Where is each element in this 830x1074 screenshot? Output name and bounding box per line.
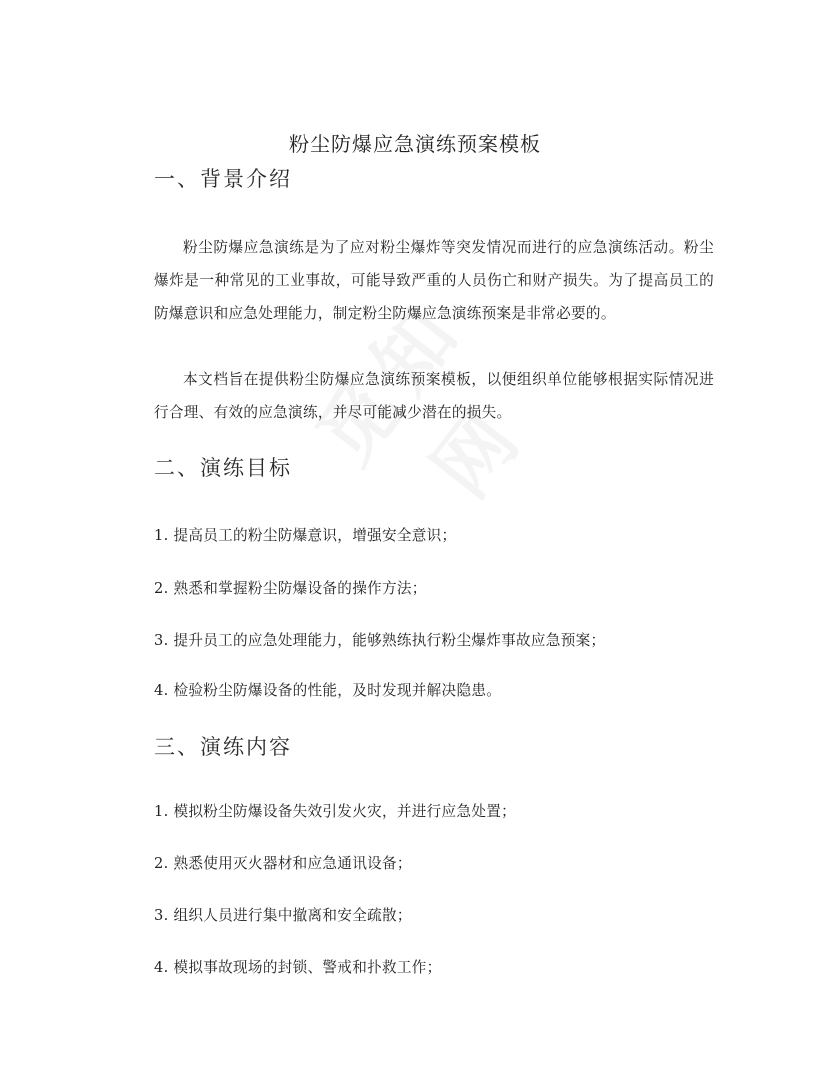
goal-item: 4. 检验粉尘防爆设备的性能，及时发现并解决隐患。	[154, 682, 502, 699]
goal-item: 2. 熟悉和掌握粉尘防爆设备的操作方法；	[154, 580, 427, 597]
content-item: 4. 模拟事故现场的封锁、警戒和扑救工作；	[154, 959, 442, 976]
background-paragraph-2: 本文档旨在提供粉尘防爆应急演练预案模板，以便组织单位能够根据实际情况进行合理、有效的应急演练，并尽可能减少潜在的损失。	[154, 371, 714, 421]
content-item: 2. 熟悉使用灭火器材和应急通讯设备；	[154, 855, 412, 872]
section-heading-background: 一、背景介绍	[154, 167, 292, 191]
background-paragraph-1: 粉尘防爆应急演练是为了应对粉尘爆炸等突发情况而进行的应急演练活动。粉尘爆炸是一种常见的工业事故，可能导致严重的人员伤亡和财产损失。为了提高员工的防爆意识和应急处理能力，制定粉尘防爆应急演练预案是非常必要的。	[154, 239, 714, 322]
content-item: 3. 组织人员进行集中撤离和安全疏散；	[154, 907, 412, 924]
section-heading-content: 三、演练内容	[154, 735, 292, 759]
document-title: 粉尘防爆应急演练预案模板	[289, 132, 541, 156]
section-heading-goals: 二、演练目标	[154, 456, 292, 480]
goal-item: 1. 提高员工的粉尘防爆意识，增强安全意识；	[154, 527, 457, 544]
goal-item: 3. 提升员工的应急处理能力，能够熟练执行粉尘爆炸事故应急预案；	[154, 632, 606, 649]
content-item: 1. 模拟粉尘防爆设备失效引发火灾，并进行应急处置；	[154, 803, 517, 820]
